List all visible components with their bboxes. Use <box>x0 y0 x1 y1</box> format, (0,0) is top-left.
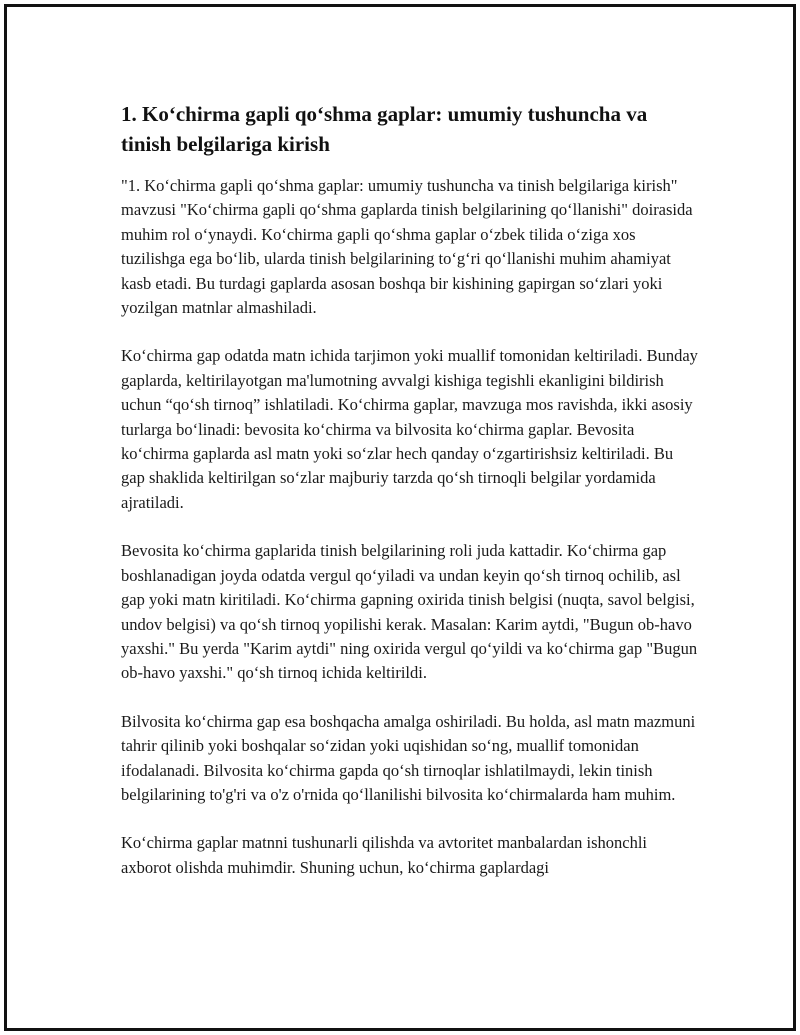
paragraph-1: "1. Ko‘chirma gapli qo‘shma gaplar: umumiy tushuncha va tinish belgilariga kirish" mavzusi "Ko‘chirma gapli qo‘shma gaplarda tinish belgilarining qo‘llanishi" doirasida muhim rol o‘ynaydi. Ko‘chirma gapli qo‘shma gaplar o‘zbek tilida o‘ziga xos tuzilishga ega bo‘lib, ularda tinish belgilarining to‘g‘ri qo‘llanishi muhim ahamiyat kasb etadi. Bu turdagi gaplarda asosan boshqa bir kishining gapirgan so‘zlari yoki yozilgan matnlar almashiladi. <box>121 176 693 318</box>
paragraph-3: Bevosita ko‘chirma gaplarida tinish belgilarining roli juda kattadir. Ko‘chirma gap boshlanadigan joyda odatda vergul qo‘yiladi va undan keyin qo‘sh tirnoq ochilib, asl gap yoki matn kiritiladi. Ko‘chirma gapning oxirida tinish belgisi (nuqta, savol belgisi, undov belgisi) va qo‘sh tirnoq yopilishi kerak. Masalan: Karim aytdi, "Bugun ob-havo yaxshi." Bu yerda "Karim aytdi" ning oxirida vergul qo‘yildi va ko‘chirma gap "Bugun ob-havo yaxshi." qo‘sh tirnoq ichida keltirildi. <box>121 541 698 683</box>
paragraph-4: Bilvosita ko‘chirma gap esa boshqacha amalga oshiriladi. Bu holda, asl matn mazmuni tahrir qilinib yoki boshqalar so‘zidan yoki uqishidan so‘ng, muallif tomonidan ifodalanadi. Bilvosita ko‘chirma gapda qo‘sh tirnoqlar ishlatilmaydi, lekin tinish belgilarining to'g'ri va o'z o'rnida qo‘llanilishi bilvosita ko‘chirmalarda ham muhim. <box>121 711 696 804</box>
document-title: 1. Ko‘chirma gapli qo‘shma gaplar: umumiy tushuncha va tinish belgilariga kirish <box>121 102 648 156</box>
document-body <box>121 99 701 904</box>
paragraph-5: Ko‘chirma gaplar matnni tushunarli qilishda va avtoritet manbalardan ishonchli axborot olishda muhimdir. Shuning uchun, ko‘chirma gaplardagi <box>121 833 648 877</box>
paragraph-2: Ko‘chirma gap odatda matn ichida tarjimon yoki muallif tomonidan keltiriladi. Bunday gaplarda, keltirilayotgan ma'lumotning avvalgi kishiga tegishli ekanligini bildirish uchun “qo‘sh tirnoq” ishlatiladi. Ko‘chirma gaplar, mavzuga mos ravishda, ikki asosiy turlarga bo‘linadi: bevosita ko‘chirma va bilvosita ko‘chirma gaplar. Bevosita ko‘chirma gaplarda asl matn yoki so‘zlar hech qanday o‘zgartirishsiz keltiriladi. Bu gap shaklida keltirilgan so‘zlar majburiy tarzda qo‘sh tirnoqli belgilar yordamida ajratiladi. <box>121 346 698 512</box>
page-frame <box>4 4 796 1031</box>
